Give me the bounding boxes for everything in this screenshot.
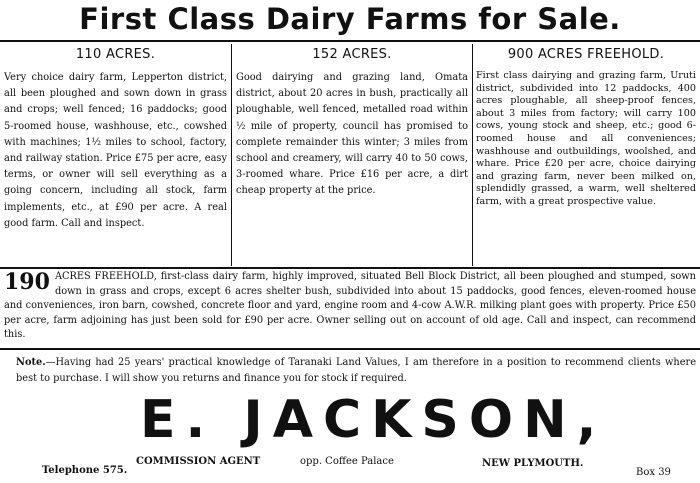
agent-name: E. JACKSON, <box>140 390 607 450</box>
listing-heading: 152 ACRES. <box>312 47 392 62</box>
listing-heading: 110 ACRES. <box>75 47 156 62</box>
agent-title: COMMISSION AGENT <box>136 456 261 467</box>
ad-headline: First Class Dairy Farms for Sale. <box>79 2 621 36</box>
listing-900-acres <box>476 40 696 268</box>
agent-telephone: Telephone 575. <box>42 465 128 476</box>
listing-body: Good dairying and grazing land, Omata district, about 20 acres in bush, practically all ploughable, well fenced, metalled road within ½ mile of property, council has promised to complete remainder this winter; 3 miles from school and creamery, will carry 40 to 50 cows, 3-roomed whare. Price £16 per acre, a dirt cheap property at the price. <box>236 72 468 197</box>
section-rule <box>0 348 700 350</box>
listing-110-acres <box>4 40 227 268</box>
featured-acreage: 190 <box>4 270 50 295</box>
listing-190-acres <box>4 270 696 345</box>
note-label: Note. <box>16 357 46 368</box>
listing-152-acres <box>236 40 468 268</box>
listing-body: Very choice dairy farm, Lepperton district, all been ploughed and sown down in grass and crops; well fenced; 16 paddocks; good 5-roomed house, washhouse, etc., cowshed with machines; 1½ miles to school, factory, and railway station. Price £75 per acre, easy terms, or owner will sell everything as a going concern, including all stock, farm implements, etc., at £90 per acre. A real good farm. Call and inspect. <box>4 72 227 229</box>
note-text: —Having had 25 years' practical knowledge of Taranaki Land Values, I am therefore in a position to recommend clients where best to purchase. I will show you returns and finance you for stock if required. <box>16 357 696 384</box>
listing-heading: 900 ACRES FREEHOLD. <box>507 47 665 62</box>
agent-box: Box 39 <box>636 467 671 478</box>
agent-note <box>16 355 696 389</box>
section-rule <box>0 267 700 269</box>
column-divider <box>472 44 473 266</box>
featured-body: ACRES FREEHOLD, first-class dairy farm, highly improved, situated Bell Block District, all been ploughed and stumped, sown down in grass and crops, except 6 acres shelter bush, subdivided into about 15 paddocks, good fences, eleven-roomed house and conveniences, iron barn, cowshed, concrete floor and yard, engine room and 4-cow A.W.R. milking plant goes with property. Price £50 per acre, farm adjoining has just been sold for £90 per acre. Owner selling out on account of old age. Call and inspect, can recommend this. <box>4 271 696 340</box>
listing-body: First class dairying and grazing farm, Uruti district, subdivided into 12 paddocks, 400 acres ploughable, all sheep-proof fences, about 3 miles from factory; will carry 100 cows, young stock and sheep, etc.; good 6-roomed house and all conveniences; washhouse and outbuildings, woolshed, and whare. Price £20 per acre, choice dairying and grazing farm, never been milked on, splendidly grassed, a warm, well sheltered farm, with a great prospective value. <box>476 70 696 207</box>
agent-town: NEW PLYMOUTH. <box>482 458 584 469</box>
agent-address: opp. Coffee Palace <box>300 456 394 467</box>
column-divider <box>231 44 232 266</box>
